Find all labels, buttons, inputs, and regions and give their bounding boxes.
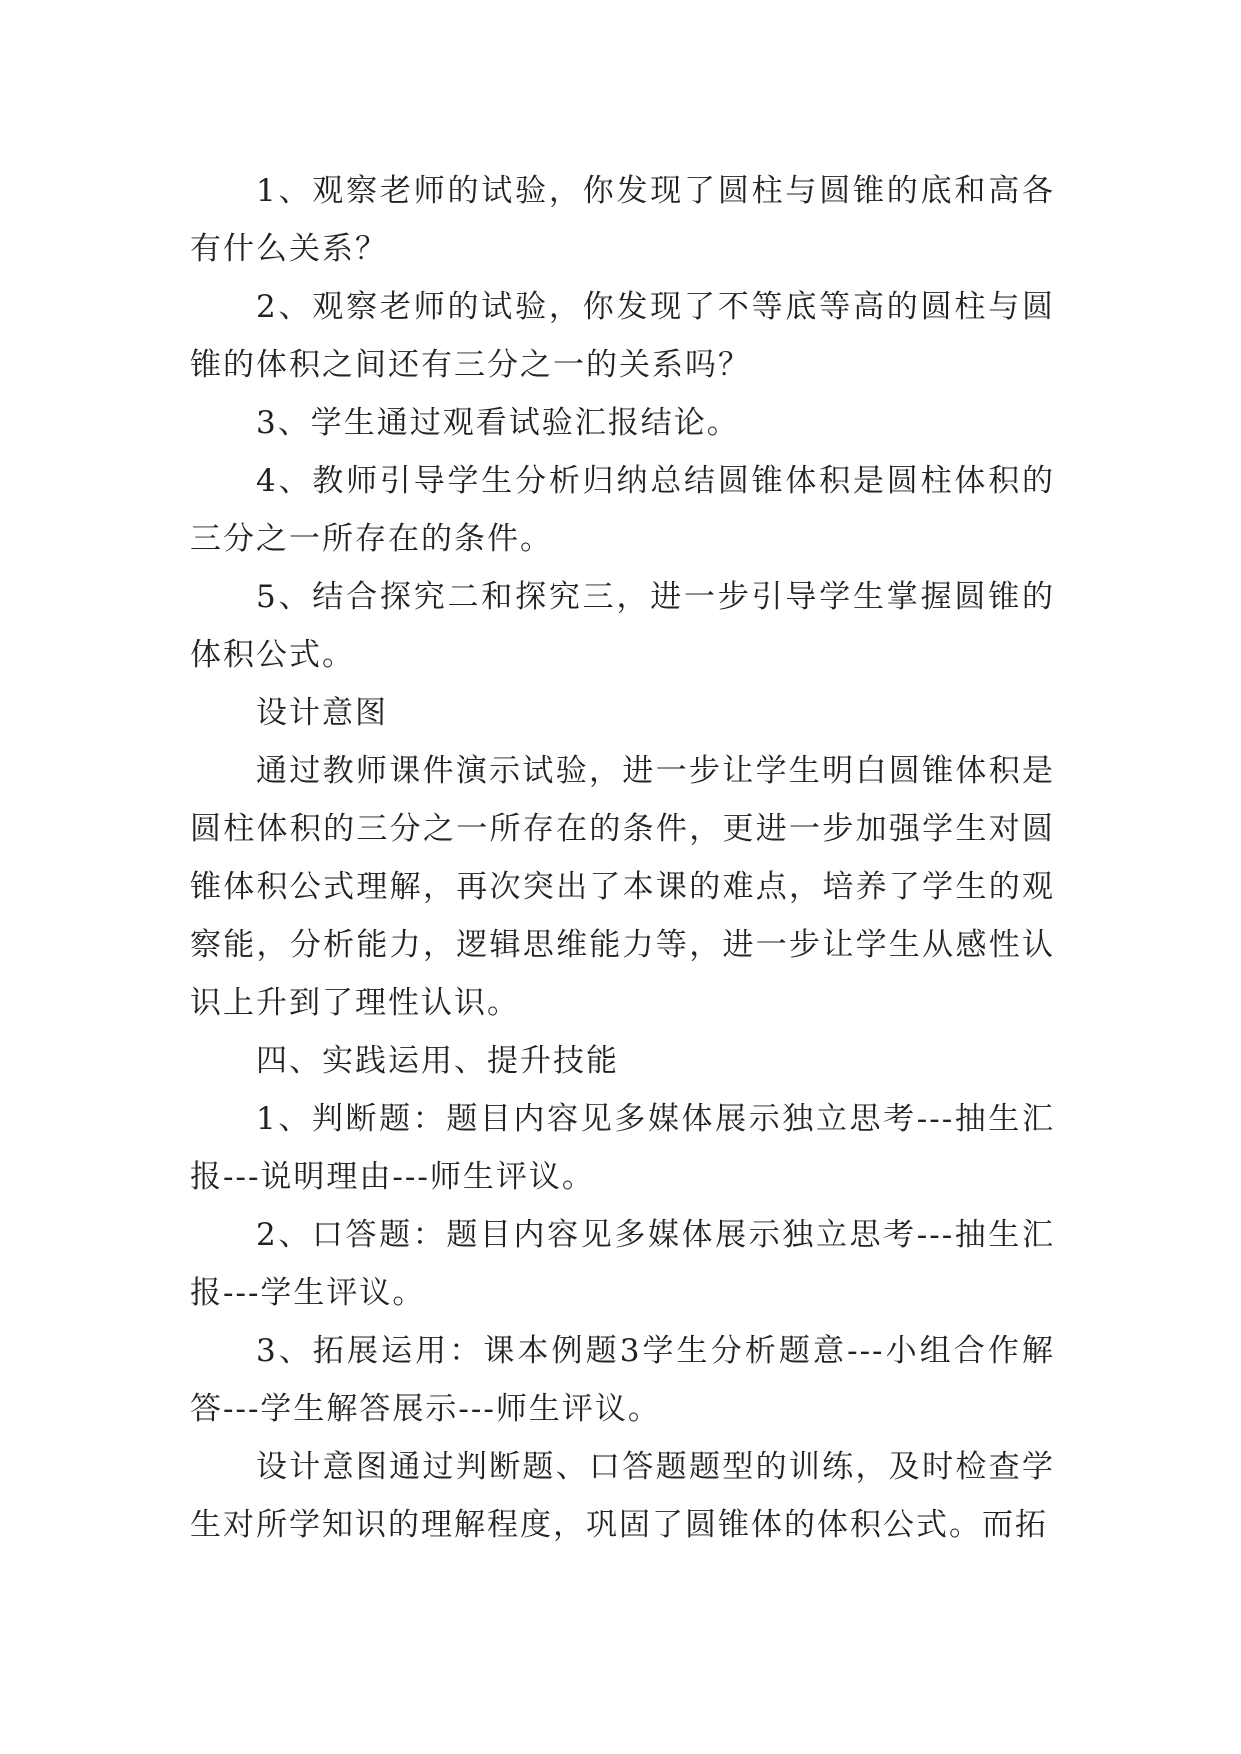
paragraph-design-intent-2: 设计意图通过判断题、口答题题型的训练，及时检查学生对所学知识的理解程度，巩固了圆锥体的体积公式。而拓 — [190, 1449, 1055, 1543]
heading-design-intent: 设计意图 — [256, 695, 388, 731]
paragraph-judgment-questions: 1、判断题：题目内容见多媒体展示独立思考---抽生汇报---说明理由---师生评议。 — [190, 1101, 1055, 1195]
paragraph-step-4: 4、教师引导学生分析归纳总结圆锥体积是圆柱体积的三分之一所存在的条件。 — [190, 463, 1055, 557]
document-body — [190, 162, 1055, 1554]
paragraph-step-3: 3、学生通过观看试验汇报结论。 — [256, 405, 740, 441]
paragraph-extension-application: 3、拓展运用：课本例题3学生分析题意---小组合作解答---学生解答展示---师生评议。 — [190, 1333, 1055, 1427]
paragraph-question-2: 2、观察老师的试验，你发现了不等底等高的圆柱与圆锥的体积之间还有三分之一的关系吗？ — [190, 289, 1055, 383]
paragraph-step-5: 5、结合探究二和探究三，进一步引导学生掌握圆锥的体积公式。 — [190, 579, 1055, 673]
paragraph-question-1: 1、观察老师的试验，你发现了圆柱与圆锥的底和高各有什么关系？ — [190, 173, 1055, 267]
paragraph-oral-questions: 2、口答题：题目内容见多媒体展示独立思考---抽生汇报---学生评议。 — [190, 1217, 1055, 1311]
paragraph-design-intent: 通过教师课件演示试验，进一步让学生明白圆锥体积是圆柱体积的三分之一所存在的条件，更进一步加强学生对圆锥体积公式理解，再次突出了本课的难点，培养了学生的观察能，分析能力，逻辑思维能力等，进一步让学生从感性认识上升到了理性认识。 — [190, 753, 1055, 1021]
heading-section-four: 四、实践运用、提升技能 — [256, 1043, 619, 1079]
